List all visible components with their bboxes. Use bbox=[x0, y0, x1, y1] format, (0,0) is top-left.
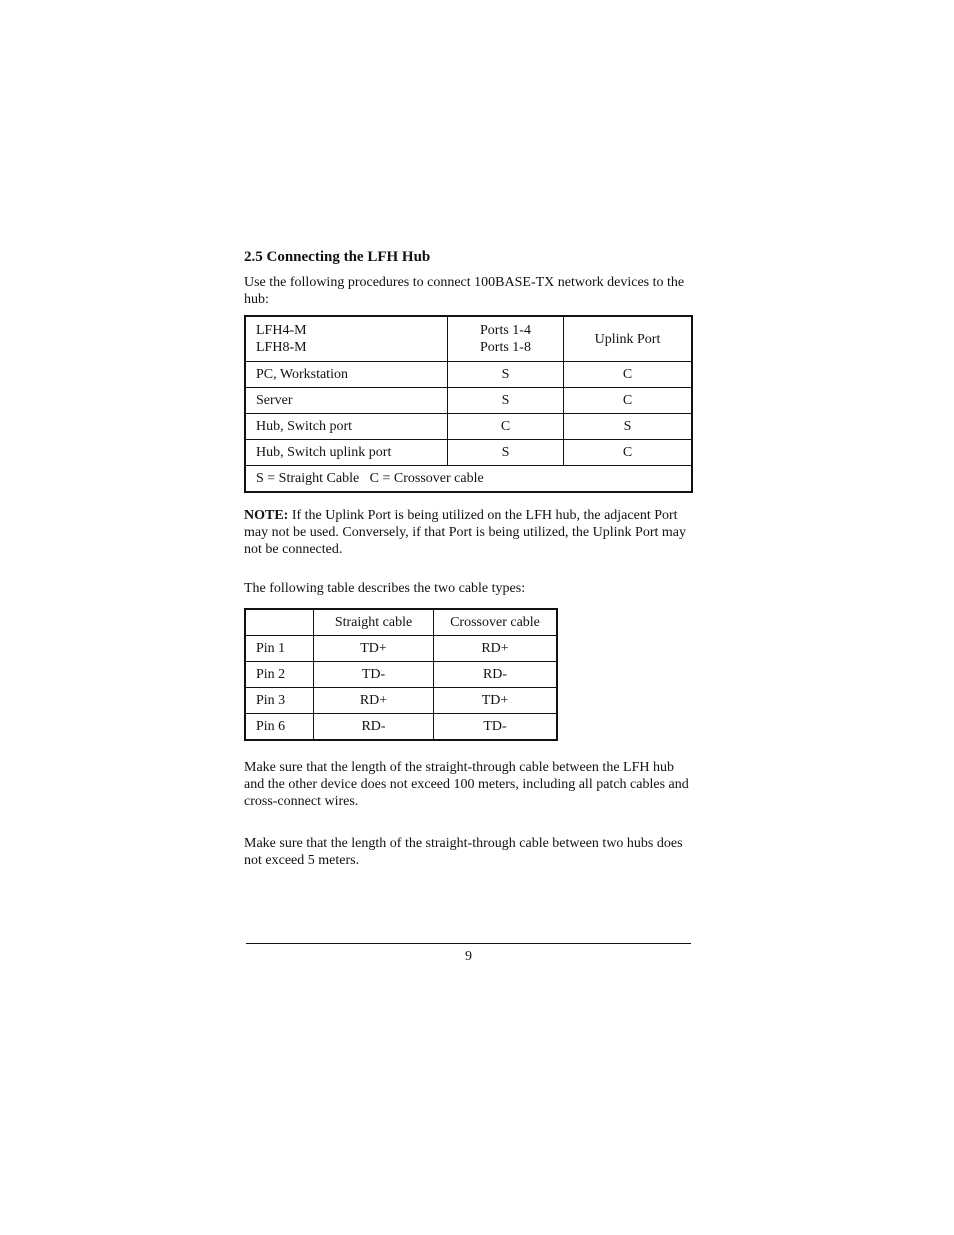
pin-cell: Pin 1 bbox=[245, 636, 314, 662]
table-row bbox=[245, 388, 692, 414]
table-row bbox=[245, 688, 557, 714]
page-number: 9 bbox=[465, 949, 472, 964]
table-row bbox=[245, 362, 692, 388]
crossover-cell: TD- bbox=[434, 714, 558, 741]
crossover-cell: TD+ bbox=[434, 688, 558, 714]
uplink-cell: S bbox=[564, 414, 693, 440]
connection-table-header bbox=[245, 316, 692, 362]
page-content bbox=[244, 248, 694, 869]
header-ports-1: Ports 1-4 bbox=[480, 323, 531, 338]
ports-cell: S bbox=[448, 440, 564, 466]
header-uplink: Uplink Port bbox=[564, 316, 693, 362]
header-crossover: Crossover cable bbox=[434, 609, 558, 636]
footer-rule bbox=[246, 943, 691, 944]
header-straight: Straight cable bbox=[314, 609, 434, 636]
table-row bbox=[245, 440, 692, 466]
intro-paragraph: Use the following procedures to connect 100BASE-TX network devices to the hub: bbox=[244, 275, 685, 307]
cable-table-header bbox=[245, 609, 557, 636]
table-legend-row bbox=[245, 466, 692, 493]
ports-cell: C bbox=[448, 414, 564, 440]
straight-cell: TD- bbox=[314, 662, 434, 688]
table-legend: S = Straight Cable C = Crossover cable bbox=[245, 466, 692, 493]
ports-cell: S bbox=[448, 362, 564, 388]
table-row bbox=[245, 414, 692, 440]
device-cell: Hub, Switch port bbox=[245, 414, 448, 440]
header-model-1: LFH4-M bbox=[256, 323, 307, 338]
pin-cell: Pin 6 bbox=[245, 714, 314, 741]
crossover-cell: RD- bbox=[434, 662, 558, 688]
table-row bbox=[245, 714, 557, 741]
header-models bbox=[245, 316, 448, 362]
connection-table bbox=[244, 315, 693, 493]
crossover-cell: RD+ bbox=[434, 636, 558, 662]
header-ports bbox=[448, 316, 564, 362]
device-cell: Hub, Switch uplink port bbox=[245, 440, 448, 466]
header-blank bbox=[245, 609, 314, 636]
length-paragraph-2: Make sure that the length of the straight-through cable between two hubs does not exceed 5 meters. bbox=[244, 836, 683, 868]
note-text: If the Uplink Port is being utilized on the LFH hub, the adjacent Port may not be used. Conversely, if that Port is being utilized, the Uplink Port may not be connected. bbox=[244, 508, 686, 557]
device-cell: PC, Workstation bbox=[245, 362, 448, 388]
length-paragraph-1: Make sure that the length of the straight-through cable between the LFH hub and the other device does not exceed 100 meters, including all patch cables and cross-connect wires. bbox=[244, 760, 689, 809]
table-row bbox=[245, 636, 557, 662]
ports-cell: S bbox=[448, 388, 564, 414]
note-label: NOTE: bbox=[244, 508, 289, 523]
header-model-2: LFH8-M bbox=[256, 340, 307, 355]
note-paragraph bbox=[244, 507, 694, 558]
pin-cell: Pin 2 bbox=[245, 662, 314, 688]
uplink-cell: C bbox=[564, 440, 693, 466]
uplink-cell: C bbox=[564, 388, 693, 414]
table-row bbox=[245, 662, 557, 688]
straight-cell: RD+ bbox=[314, 688, 434, 714]
cable-table-intro: The following table describes the two cable types: bbox=[244, 581, 526, 596]
straight-cell: RD- bbox=[314, 714, 434, 741]
section-title: 2.5 Connecting the LFH Hub bbox=[244, 249, 431, 265]
header-ports-2: Ports 1-8 bbox=[480, 340, 531, 355]
uplink-cell: C bbox=[564, 362, 693, 388]
straight-cell: TD+ bbox=[314, 636, 434, 662]
pin-cell: Pin 3 bbox=[245, 688, 314, 714]
cable-table bbox=[244, 608, 558, 741]
device-cell: Server bbox=[245, 388, 448, 414]
